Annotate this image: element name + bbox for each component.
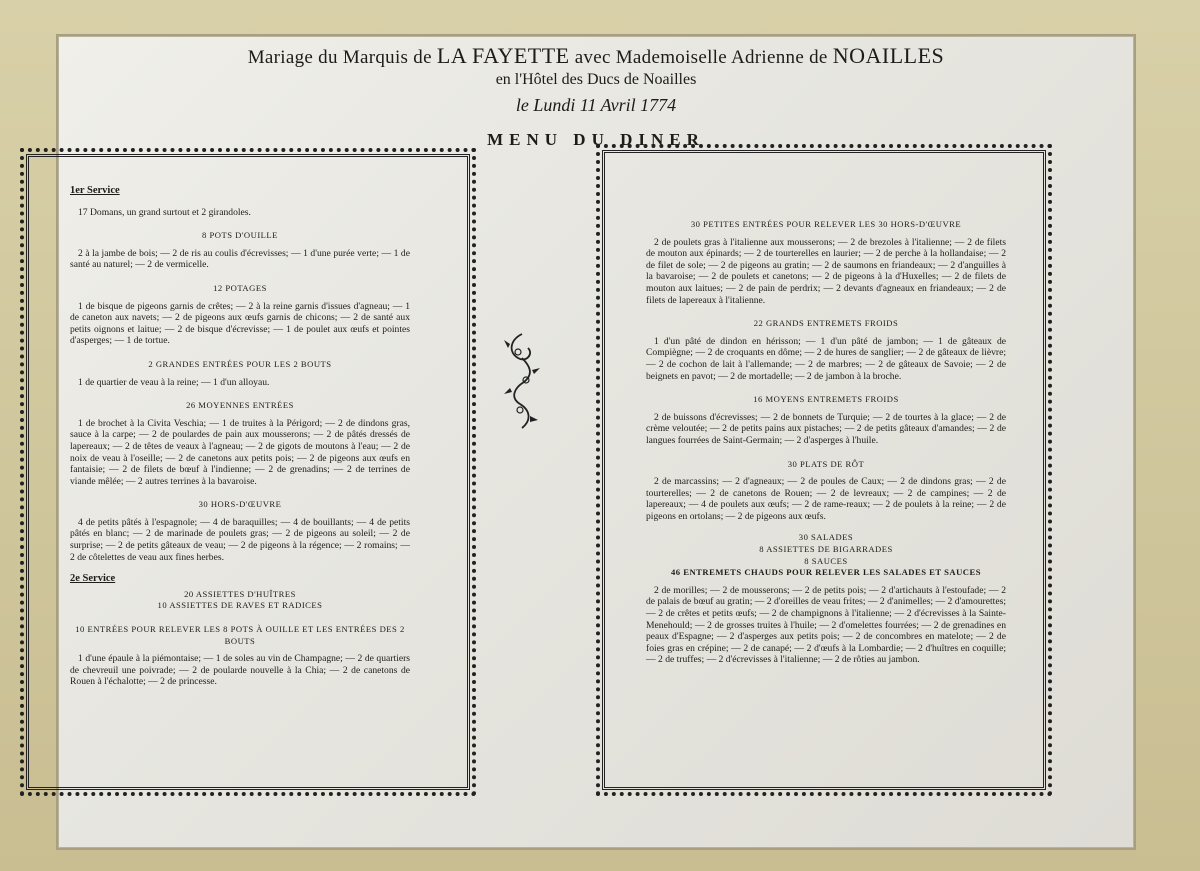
- 10-entrees-text: 1 d'une épaule à la piémontaise; — 1 de soles au vin de Champagne; — 2 de quartiers de chevreuil une poivrade; — 2 de poularde nouvelle à la Chia; — 2 de canetons de Rouen à l'échalotte; — 2 de princesse.: [70, 653, 410, 688]
- section-petites-entrees: 30 PETITES ENTRÉES POUR RELEVER LES 30 HORS-D'ŒUVRE: [690, 219, 962, 229]
- section-moyens-entremets-froids: 16 MOYENS ENTREMETS FROIDS: [753, 394, 899, 405]
- grandes-entrees-text: 1 de quartier de veau à la reine; — 1 d'un alloyau.: [78, 376, 270, 388]
- entremets-chauds-line: 46 ENTREMETS CHAUDS POUR RELEVER LES SALADES ET SAUCES: [670, 567, 982, 578]
- section-grands-entremets-froids: 22 GRANDS ENTREMETS FROIDS: [753, 318, 899, 329]
- title-part2: avec Mademoiselle Adrienne de: [574, 47, 828, 68]
- petites-entrees-text: 2 de poulets gras à l'italienne aux mousserons; — 2 de brezoles à l'italienne; — 2 de filets de mouton aux épinards; — 2 de tourterelles en laurier; — 2 de perche à la hollandaise; — 2 de filet de sole; — 2 de pigeons au gratin; — 2 de saumons en friandeaux; — 2 d'anguilles à la bavaroise; — 2 de poulets et canetons; — 2 de pigeons à la d'Huxelles; — 2 de filets de mouton aux laitues; — 2 de pain de perdrix; — 2 devants d'agneaux en friandeaux; — 2 de filets de lapereaux à l'italienne.: [646, 236, 1006, 306]
- wedding-title: [58, 44, 1134, 70]
- right-menu-column: [646, 179, 1006, 666]
- raves-line: 10 ASSIETTES DE RAVES ET RADICES: [157, 600, 323, 611]
- menu-header: [58, 44, 1134, 150]
- salades-line: 30 SALADES: [798, 532, 854, 543]
- entremets-chauds-text: 2 de morilles; — 2 de mousserons; — 2 de petits pois; — 2 d'artichauts à l'estoufade; — 2 de palais de bœuf au gratin; — 2 d'oreilles de veau frites; — 2 d'animelles; — 2 d'amourettes; — 2 de crêtes et petits œufs; — 2 de champignons à l'italienne; — 2 d'écrevisses à la Sainte-Menehould; — 2 de grosses truites à l'huile; — 2 d'omelettes fourrées; — 2 de grenadines en peaux d'Espagne; — 2 d'asperges aux petits pois; — 2 de concombres en matelote; — 2 de foies gras en crépine; — 2 de canapé; — 2 d'œufs à la Lombardie; — 2 d'huîtres en coquille; — 2 de truffes; — 2 d'écrevisses à l'italienne; — 2 de rôties au jambon.: [646, 584, 1006, 666]
- section-moyennes-entrees: 26 MOYENNES ENTRÉES: [186, 400, 294, 411]
- left-menu-column: [70, 185, 410, 688]
- service-2-label: 2e Service: [70, 573, 116, 585]
- section-plats-de-rot: 30 PLATS DE RÔT: [787, 458, 865, 469]
- bigarrades-line: 8 ASSIETTES DE BIGARRADES: [759, 544, 893, 555]
- pots-ouille-text: 2 à la jambe de bois; — 2 de ris au coulis d'écrevisses; — 1 d'une purée verte; — 1 de santé au naturel; — 2 de vermicelle.: [70, 247, 410, 271]
- potages-text: 1 de bisque de pigeons garnis de crêtes; — 2 à la reine garnis d'issues d'agneau; — 1 de caneton aux navets; — 2 de pigeons aux œufs garnis de chicons; — 2 de santé aux petits oignons et laitue; — 2 de bisque d'écrevisse; — 1 de poulet aux œufs et pointes d'asperges; — 1 de tortue.: [70, 300, 410, 347]
- bride-name: NOAILLES: [832, 43, 945, 68]
- date-line: le Lundi 11 Avril 1774: [515, 95, 677, 115]
- groom-name: LA FAYETTE: [436, 43, 570, 68]
- vine-ornament-icon: [500, 330, 544, 432]
- section-potages: 12 POTAGES: [213, 282, 267, 293]
- moyens-entremets-text: 2 de buissons d'écrevisses; — 2 de bonnets de Turquie; — 2 de tourtes à la glace; — 2 de crème veloutée; — 2 de petits pains aux pistaches; — 2 de petits gâteaux d'amandes; — 2 de langues fourrées de Saint-Germain; — 2 d'asperges à l'huile.: [646, 411, 1006, 446]
- section-grandes-entrees: 2 GRANDES ENTRÉES POUR LES 2 BOUTS: [148, 358, 332, 369]
- moyennes-entrees-text: 1 de brochet à la Civita Veschia; — 1 de truites à la Périgord; — 2 de dindons gras, sauce à la carpe; — 2 de poulardes de pain aux mousserons; — 2 de pâtés dressés de lapereaux; — 2 de têtes de veaux à l'agneau; — 2 de gigots de moutons à l'eau; — 2 de noix de veau à l'oseille; — 2 de canetons aux petits pois; — 2 de pigeons aux œufs en fantaisie; — 2 de filets de bœuf à l'indienne; — 2 de grenadins; — 2 de terrines de viande mêlée; — 2 autres terrines à la bavaroise.: [70, 417, 410, 487]
- hors-doeuvre-text: 4 de petits pâtés à l'espagnole; — 4 de baraquilles; — 4 de bouillants; — 4 de petits pâtés en blanc; — 2 de marinade de poulets gras; — 2 de pigeons au soleil; — 2 de surprise; — 2 de petits gâteaux de veau; — 2 de pigeons à la régence; — 2 romains; — 2 de côtelettes de veau aux fines herbes.: [70, 516, 410, 563]
- huitres-line: 20 ASSIETTES D'HUÎTRES: [184, 588, 296, 599]
- table-decor-text: 17 Domans, un grand surtout et 2 girandoles.: [78, 206, 251, 218]
- section-hors-doeuvre: 30 HORS-D'ŒUVRE: [198, 499, 282, 510]
- menu-title: MENU DU DINER: [487, 130, 705, 149]
- service-1-label: 1er Service: [70, 185, 120, 196]
- section-10-entrees: 10 ENTRÉES POUR RELEVER LES 8 POTS À OUILLE ET LES ENTRÉES DES 2 BOUTS: [75, 624, 405, 646]
- grands-entremets-text: 1 d'un pâté de dindon en hérisson; — 1 d'un pâté de jambon; — 1 de gâteaux de Compiègne; — 2 de croquants en dôme; — 2 de hures de sanglier; — 2 de gâteaux de lièvre; — 2 de cochon de lait à l'allemande; — 2 de marbres; — 2 de gâteaux de Savoie; — 2 de beignets en pavot; — 2 de mortadelle; — 2 de jambon à la broche.: [646, 335, 1006, 382]
- sauces-line: 8 SAUCES: [804, 555, 848, 566]
- title-part1: Mariage du Marquis de: [247, 47, 432, 68]
- venue-line: en l'Hôtel des Ducs de Noailles: [495, 71, 697, 88]
- section-pots-ouille: 8 POTS D'OUILLE: [202, 230, 278, 241]
- plats-de-rot-text: 2 de marcassins; — 2 d'agneaux; — 2 de poules de Caux; — 2 de dindons gras; — 2 de tourterelles; — 2 de canetons de Rouen; — 2 de levreaux; — 2 de campines; — 2 de lapereaux; — 4 de poulets aux œufs; — 2 de rame-reaux; — 2 de poulets à la reine; — 2 de pigeons en ortolans; — 2 de pigeons aux œufs.: [646, 476, 1006, 522]
